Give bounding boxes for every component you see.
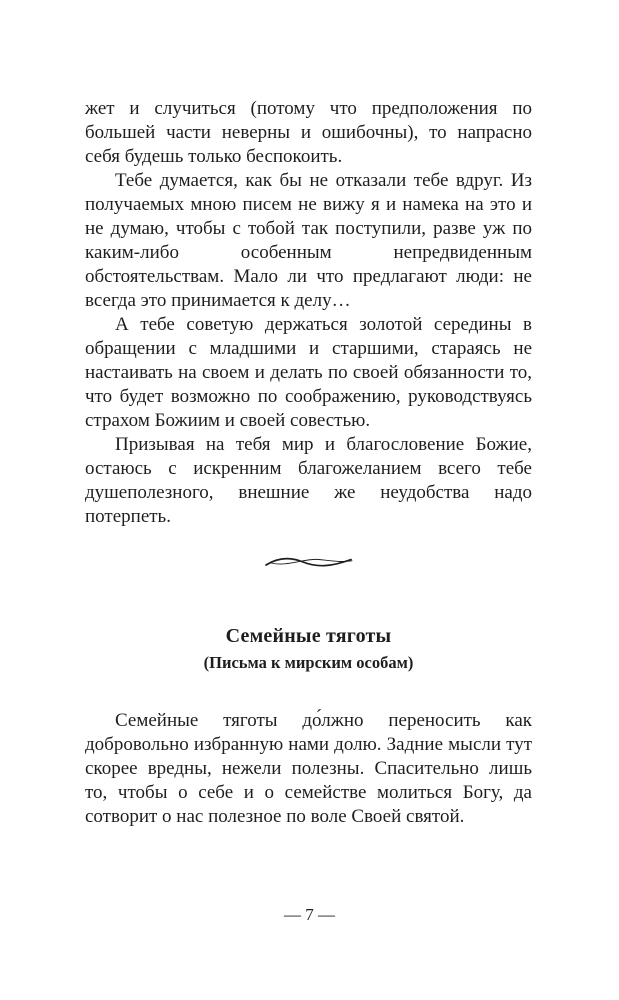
page-number: — 7 — — [284, 905, 335, 924]
paragraph: Семейные тяготы до́лжно переносить как добровольно избранную нами долю. Задние мысли тут скорее вредны, нежели полезны. Спасительно лишь то, чтобы о себе и о семействе молиться Богу, да сотворит о нас полезное по воле Своей святой. — [85, 710, 532, 827]
paragraph: жет и случиться (потому что предположения по большей части неверны и ошибочны), то напрасно себя будешь только беспокоить. — [85, 98, 532, 167]
letter-body — [85, 97, 532, 529]
paragraph: А тебе советую держаться золотой середины в обращении с младшими и старшими, стараясь не настаивать на своем и делать по своей обязанности то, что будет возможно по соображению, руководствуясь страхом Божиим и своей совестью. — [85, 314, 532, 431]
section-subtitle: (Письма к мирским особам) — [203, 653, 414, 672]
paragraph: Тебе думается, как бы не отказали тебе вдруг. Из получаемых мною писем не вижу я и намека на это и не думаю, чтобы с тобой так поступили, разве уж по каким-либо особенным непредвиденным обстоятельствам. Мало ли что предлагают люди: не всегда это принимается к делу… — [85, 170, 532, 311]
flourish-icon — [265, 553, 353, 570]
paragraph: Призывая на тебя мир и благословение Божие, остаюсь с искренним благожеланием всего тебе душеполезного, внешние же неудобства надо потерпеть. — [85, 434, 532, 527]
section-title: Семейные тяготы — [225, 625, 392, 647]
section-body — [85, 709, 532, 829]
section-divider — [85, 553, 532, 571]
